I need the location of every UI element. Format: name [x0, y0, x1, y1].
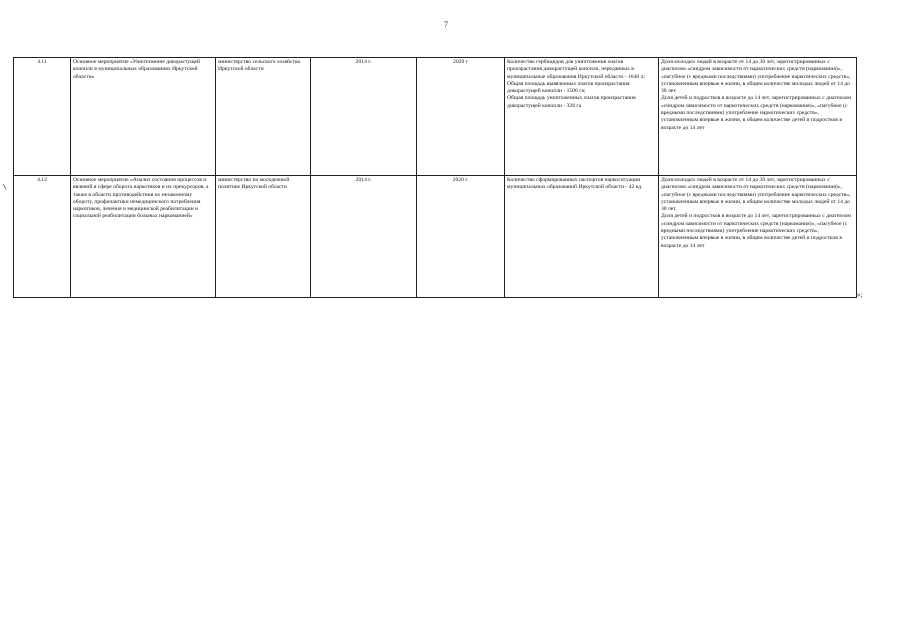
targets-cell: [659, 58, 857, 176]
target-line: Доля молодых людей в возрасте от 14 до 30 лет, зарегистрированных с диагнозом «синдром зависимости от наркотических средств (наркомания)», «пагубное (с вредными последствиями) употребление наркотических средств», установленным впервые в жизни, в общем количестве молодых людей от 14 до 30 лет.: [661, 59, 851, 95]
end-year-cell: 2020 г.: [417, 176, 505, 298]
table-row: [14, 176, 857, 298]
target-line: Доля молодых людей в возрасте от 14 до 30 лет, зарегистрированных с диагнозом «синдром зависимости от наркотических средств (наркомания)», «пагубное (с вредными последствиями) употребление наркотических средств», установленным впервые в жизни, в общем количестве молодых людей от 14 до 30 лет.: [661, 177, 851, 213]
activity-cell: Основное мероприятие «Анализ состояния процессов и явлений в сфере оборота наркотиков и их прекурсоров, а также в области противодействия их незаконному обороту, профилактики немедицинского потребления наркотиков, лечения и медицинской реабилитации и социальной реабилитации больных наркоманией»: [71, 176, 216, 298]
executor-cell: министерство по молодежной политике Иркутской области: [216, 176, 311, 298]
margin-tick-mark: [3, 182, 9, 189]
indicator-line: Общая площадь выявленных очагов произрастания дикорастущей конопли - 1500 га;: [507, 80, 630, 95]
target-line: Доля детей и подростков в возрасте до 14 лет, зарегистрированных с диагнозом «синдром зависимости от наркотических средств (наркомания)», «пагубное (с вредными последствиями) употребление наркотических средств», установленным впервые в жизни, в общем количестве детей и подростков в возрасте до 14 лет: [661, 95, 851, 131]
end-year-cell: 2020 г: [417, 58, 505, 176]
executor-cell: министерство сельского хозяйства Иркутской области: [216, 58, 311, 176]
indicator-line: Общая площадь уничтоженных очагов произрастания дикорастущей конопли - 328 га: [507, 95, 636, 109]
table-row: [14, 58, 857, 176]
target-line: Доля детей и подростков в возрасте до 14 лет, зарегистрированных с диагнозом «синдром зависимости от наркотических средств (наркомания)», «пагубное (с вредными последствиями) употребление наркотических средств», установленным впервые в жизни, в общем количестве детей и подростков в возрасте до 14 лет: [661, 213, 851, 249]
program-activities-table: [13, 57, 857, 298]
row-number: 4.12: [14, 176, 71, 298]
closing-quote-mark: »;: [857, 291, 863, 299]
indicator-line: Количество сформированных паспортов наркоситуации муниципальных образований Иркутской области - 42 ед.: [507, 177, 643, 191]
row-number: 4.11: [14, 58, 71, 176]
page-number: 7: [444, 20, 448, 29]
indicator-line: Количество гербицидов для уничтожения очагов произрастания дикорастущей конопли, переданных в муниципальные образования Иркутской области - 1640 л;: [507, 59, 645, 80]
indicators-cell: [505, 176, 659, 298]
start-year-cell: 2014 г.: [311, 58, 417, 176]
start-year-cell: 2014 г.: [311, 176, 417, 298]
indicators-cell: [505, 58, 659, 176]
activity-cell: Основное мероприятие «Уничтожение дикорастущей конопли в муниципальных образованиях Иркутской области»: [71, 58, 216, 176]
targets-cell: [659, 176, 857, 298]
